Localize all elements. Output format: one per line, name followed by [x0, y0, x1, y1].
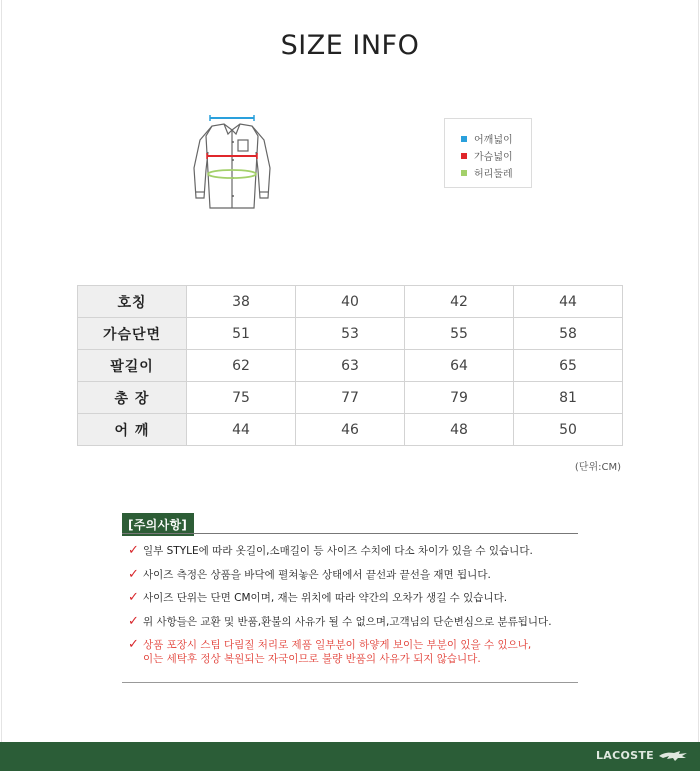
check-icon: ✓ [128, 566, 139, 582]
brand-name: LACOSTE [596, 749, 654, 762]
table-row [78, 318, 623, 350]
notice-text: 사이즈 측정은 상품을 바닥에 펼쳐놓은 상태에서 끝선과 끝선을 재면 됩니다. [143, 568, 491, 581]
table-cell: 51 [187, 318, 296, 350]
table-cell: 65 [514, 350, 623, 382]
row-header: 팔길이 [78, 350, 187, 382]
table-cell: 48 [405, 414, 514, 446]
check-icon: ✓ [128, 543, 139, 558]
list-item [128, 591, 588, 605]
table-cell: 42 [405, 286, 514, 318]
notice-divider-bottom [122, 682, 578, 683]
table-cell: 58 [514, 318, 623, 350]
legend-label: 어깨넓이 [474, 135, 513, 146]
table-cell: 38 [187, 286, 296, 318]
notice-text: 일부 STYLE에 따라 옷길이,소매길이 등 사이즈 수치에 다소 차이가 있을 수 있습니다. [143, 545, 533, 557]
crocodile-icon [658, 749, 688, 762]
table-row [78, 350, 623, 382]
notice-title: [주의사항] [122, 513, 194, 536]
waist-swatch-icon [461, 170, 467, 176]
shirt-measurement-illustration [186, 112, 276, 216]
shoulder-swatch-icon [461, 136, 467, 142]
notice-list [128, 544, 588, 676]
table-cell: 62 [187, 350, 296, 382]
list-item [128, 638, 588, 666]
table-row [78, 382, 623, 414]
check-icon: ✓ [128, 590, 139, 605]
table-cell: 46 [296, 414, 405, 446]
footer-bar [0, 742, 700, 771]
table-row [78, 286, 623, 318]
table-cell: 81 [514, 382, 623, 414]
unit-label: (단위:CM) [574, 462, 621, 473]
list-item [128, 544, 588, 558]
table-cell: 64 [405, 350, 514, 382]
table-cell: 75 [187, 382, 296, 414]
legend-item-shoulder [461, 130, 531, 147]
table-cell: 63 [296, 350, 405, 382]
list-item [128, 615, 588, 629]
legend-label: 허리둘레 [474, 169, 513, 180]
notice-divider-top [122, 533, 578, 534]
size-table [77, 285, 623, 446]
frame-border-right [698, 0, 699, 742]
table-cell: 40 [296, 286, 405, 318]
row-header: 총 장 [78, 382, 187, 414]
chest-swatch-icon [461, 153, 467, 159]
table-cell: 79 [405, 382, 514, 414]
table-cell: 55 [405, 318, 514, 350]
row-header: 어 깨 [78, 414, 187, 446]
row-header: 가슴단면 [78, 318, 187, 350]
legend-item-chest [461, 147, 531, 164]
check-icon: ✓ [128, 613, 139, 629]
table-cell: 53 [296, 318, 405, 350]
list-item [128, 568, 588, 582]
measurement-legend [444, 118, 532, 188]
legend-label: 가슴넓이 [474, 152, 513, 163]
legend-item-waist [461, 164, 531, 181]
notice-text: 위 사항들은 교환 및 반품,환불의 사유가 될 수 없으며,고객님의 단순변심으로 분류됩니다. [143, 615, 552, 628]
frame-border-left [1, 0, 2, 742]
notice-text: 사이즈 단위는 단면 CM이며, 재는 위치에 따라 약간의 오차가 생길 수 있습니다. [143, 592, 508, 604]
check-icon: ✓ [128, 637, 139, 652]
notice-text-warning: 상품 포장시 스팀 다림질 처리로 제품 일부분이 하얗게 보이는 부분이 있을 수 있으나, 이는 세탁후 정상 복원되는 자국이므로 불량 반품의 사유가 되지 않습니다. [143, 639, 532, 665]
table-cell: 44 [514, 286, 623, 318]
row-header: 호칭 [78, 286, 187, 318]
page-title: SIZE INFO [280, 30, 420, 61]
brand-logo [596, 749, 688, 762]
table-cell: 77 [296, 382, 405, 414]
table-cell: 44 [187, 414, 296, 446]
table-row [78, 414, 623, 446]
table-cell: 50 [514, 414, 623, 446]
